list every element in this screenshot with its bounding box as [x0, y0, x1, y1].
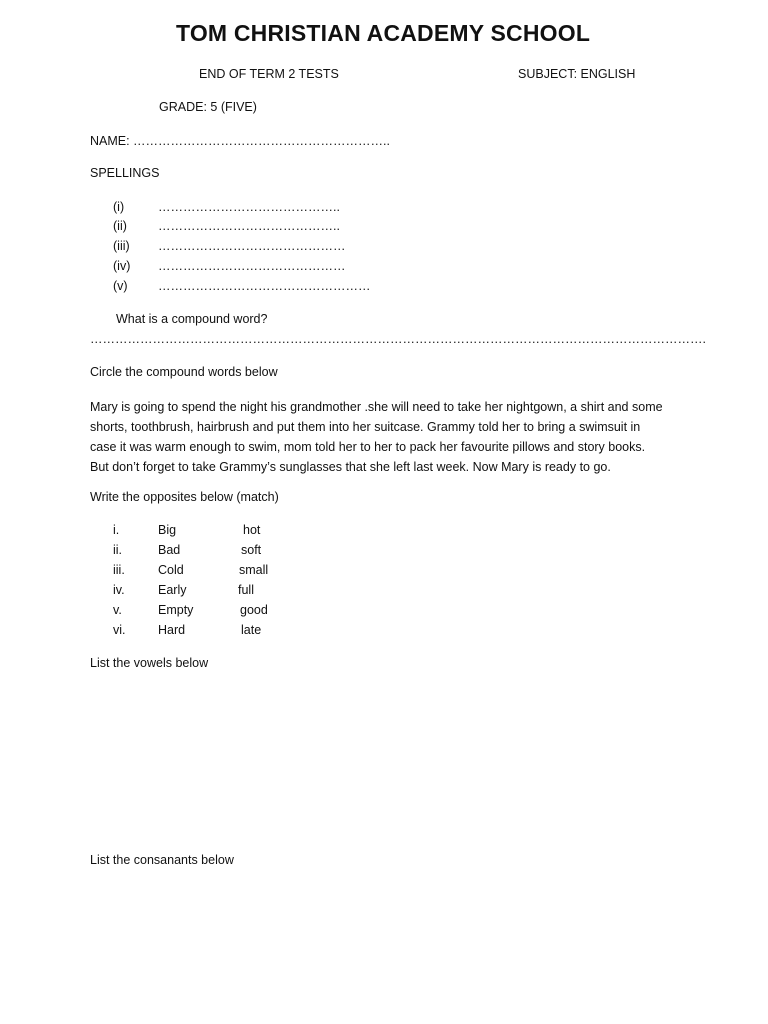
spelling-number: (i) [113, 200, 125, 214]
consonants-heading: List the consanants below [90, 853, 234, 867]
compound-answer-line: …………………………………………………………………………………………………………………………………. [90, 332, 706, 346]
spelling-blank: ……………………………………… [158, 239, 346, 253]
opposite-word: Hard [158, 623, 186, 637]
opposite-number: v. [113, 603, 122, 617]
spelling-number: (ii) [113, 219, 127, 233]
opposite-match: full [238, 583, 254, 597]
spellings-heading: SPELLINGS [90, 166, 160, 180]
spelling-blank: ……………………………………… [158, 259, 346, 273]
opposite-number: ii. [113, 543, 123, 557]
paragraph-line: shorts, toothbrush, hairbrush and put them into her suitcase. Grammy told her to bring a swimsuit in [90, 420, 641, 434]
spelling-blank: …………………………………….. [158, 219, 340, 233]
spelling-number: (v) [113, 279, 128, 293]
name-line: NAME: …………………………………………………….. [90, 134, 391, 148]
paragraph-line: Mary is going to spend the night his grandmother .she will need to take her nightgown, a shirt and some [90, 400, 663, 414]
school-title: TOM CHRISTIAN ACADEMY SCHOOL [176, 20, 591, 46]
opposite-match: good [240, 603, 268, 617]
paragraph-line: But don’t forget to take Grammy’s sunglasses that she left last week. Now Mary is ready to go. [90, 460, 611, 474]
spelling-blank: …………………………………….. [158, 200, 340, 214]
paragraph-line: case it was warm enough to swim, mom told her to her to pack her favourite pillows and story books. [90, 440, 646, 454]
opposite-number: vi. [113, 623, 126, 637]
opposites-heading: Write the opposites below (match) [90, 490, 279, 504]
test-title: END OF TERM 2 TESTS [199, 67, 339, 81]
compound-question: What is a compound word? [116, 312, 268, 326]
opposite-match: soft [241, 543, 262, 557]
grade-label: GRADE: 5 (FIVE) [159, 100, 257, 114]
opposite-number: i. [113, 523, 120, 537]
spelling-number: (iii) [113, 239, 130, 253]
vowels-heading: List the vowels below [90, 656, 209, 670]
opposite-number: iii. [113, 563, 125, 577]
compound-instruction: Circle the compound words below [90, 365, 278, 379]
opposite-word: Bad [158, 543, 181, 557]
opposite-match: late [241, 623, 262, 637]
compound-paragraph [90, 397, 690, 477]
opposite-match: small [239, 563, 269, 577]
opposite-word: Big [158, 523, 177, 537]
spelling-number: (iv) [113, 259, 131, 273]
opposite-word: Early [158, 583, 187, 597]
subject-label: SUBJECT: ENGLISH [518, 67, 636, 81]
opposite-word: Empty [158, 603, 194, 617]
opposite-match: hot [243, 523, 261, 537]
spelling-blank: …………………………………………… [158, 279, 371, 293]
opposite-word: Cold [158, 563, 184, 577]
opposite-number: iv. [113, 583, 125, 597]
